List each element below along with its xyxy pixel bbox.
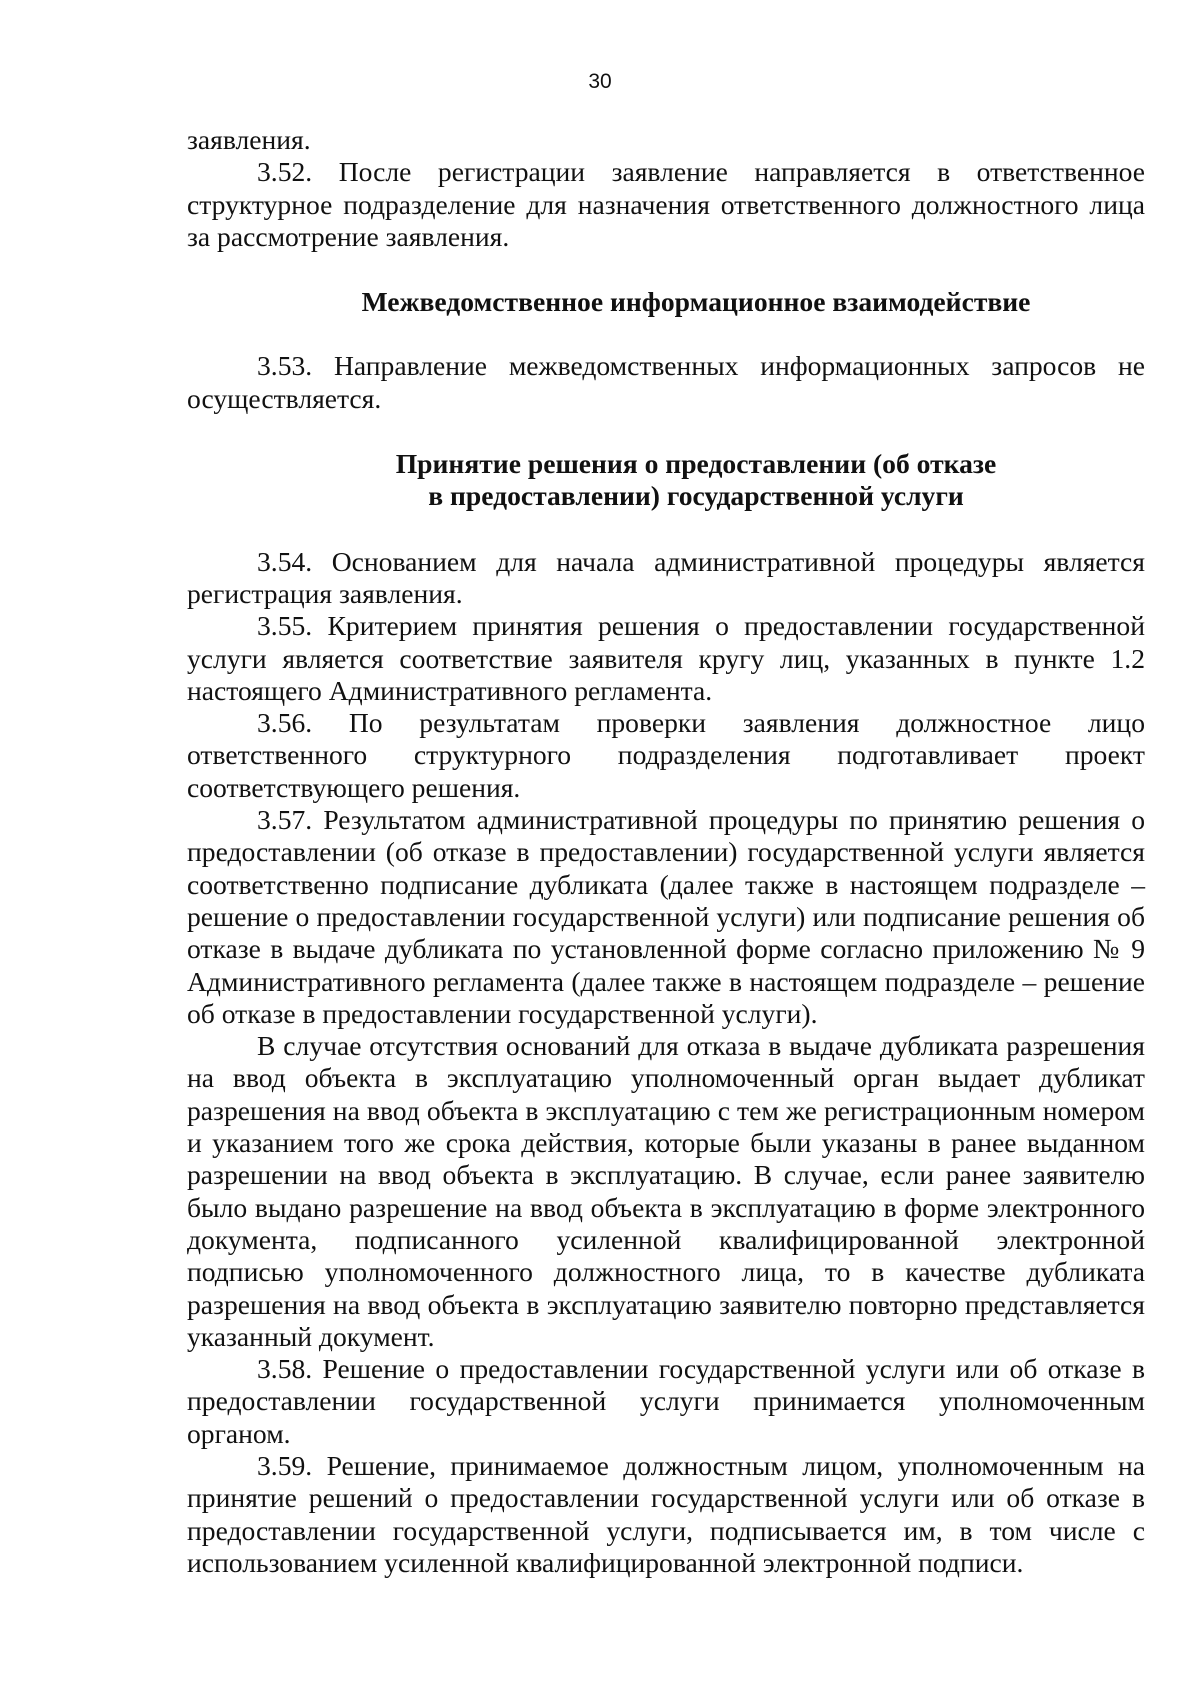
section-heading-interagency: Межведомственное информационное взаимодействие bbox=[361, 286, 1031, 318]
section-heading-decision-line-2: в предоставлении) государственной услуги bbox=[428, 480, 964, 512]
document-body bbox=[187, 124, 1145, 1579]
page-number: 30 bbox=[588, 70, 612, 93]
paragraph-3-59: 3.59. Решение, принимаемое должностным лицом, уполномоченным на принятие решений о предоставлении государственной услуги или об отказе в предоставлении государственной услуги, подписывается им, в том числе с использованием усиленной квалифицированной электронной подписи. bbox=[187, 1449, 1145, 1578]
section-heading-decision-line-1: Принятие решения о предоставлении (об отказе bbox=[395, 448, 997, 480]
paragraph-3-57: 3.57. Результатом административной процедуры по принятию решения о предоставлении (об отказе в предоставлении) государственной услуги является соответственно подписание дубликата (далее также в настоящем подразделе – решение о предоставлении государственной услуги) или подписание решения об отказе в выдаче дубликата по установленной форме согласно приложению № 9 Административного регламента (далее также в настоящем подразделе – решение об отказе в предоставлении государственной услуги). bbox=[187, 804, 1145, 1029]
paragraph-3-58: 3.58. Решение о предоставлении государственной услуги или об отказе в предоставлении государственной услуги принимается уполномоченным органом. bbox=[187, 1353, 1145, 1449]
paragraph-3-57-duplicate: В случае отсутствия оснований для отказа в выдаче дубликата разрешения на ввод объекта в эксплуатацию уполномоченный орган выдает дубликат разрешения на ввод объекта в эксплуатацию с тем же регистрационным номером и указанием того же срока действия, которые были указаны в ранее выданном разрешении на ввод объекта в эксплуатацию. В случае, если ранее заявителю было выдано разрешение на ввод объекта в эксплуатацию в форме электронного документа, подписанного усиленной квалифицированной электронной подписью уполномоченного должностного лица, то в качестве дубликата разрешения на ввод объекта в эксплуатацию заявителю повторно представляется указанный документ. bbox=[187, 1030, 1145, 1352]
section-heading-decision bbox=[187, 448, 1145, 513]
paragraph-3-56: 3.56. По результатам проверки заявления должностное лицо ответственного структурного подразделения подготавливает проект соответствующего решения. bbox=[187, 707, 1145, 803]
paragraph-3-54: 3.54. Основанием для начала административной процедуры является регистрация заявления. bbox=[187, 545, 1145, 609]
paragraph-3-53: 3.53. Направление межведомственных информационных запросов не осуществляется. bbox=[187, 350, 1145, 414]
paragraph-continuation: заявления. bbox=[187, 124, 311, 155]
paragraph-3-55: 3.55. Критерием принятия решения о предоставлении государственной услуги является соответствие заявителя кругу лиц, указанных в пункте 1.2 настоящего Административного регламента. bbox=[187, 610, 1145, 706]
paragraph-3-52: 3.52. После регистрации заявление направляется в ответственное структурное подразделение для назначения ответственного должностного лица за рассмотрение заявления. bbox=[187, 156, 1145, 252]
